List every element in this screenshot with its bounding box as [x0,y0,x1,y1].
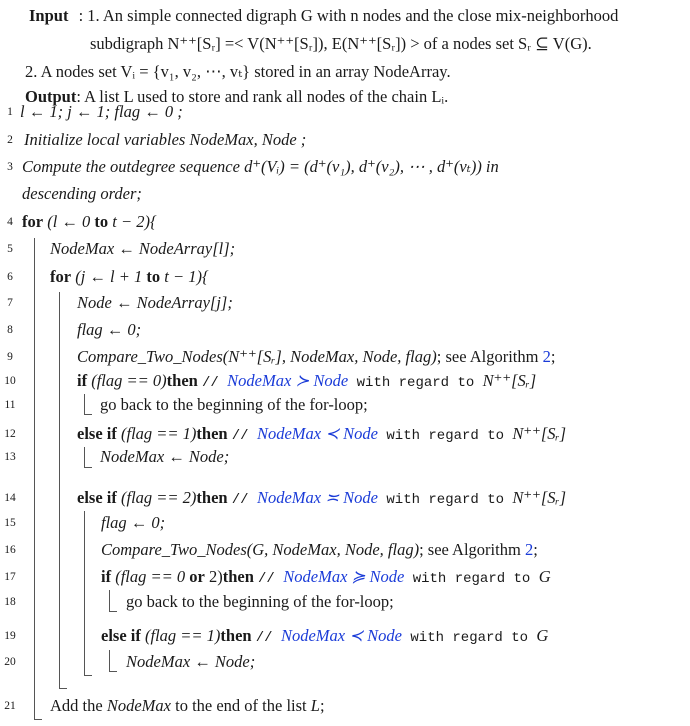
block-rule-inner-if-end [109,611,117,612]
input-row-1 [29,6,618,26]
comment-marker: // [258,571,284,587]
line-text: Initialize local variables NodeMax, Node ; [24,130,307,149]
line-text: t − 1){ [160,267,209,286]
comment-marker: // [201,375,228,391]
punct: ; [550,347,556,366]
variable: NodeMax [106,696,171,715]
input-item2: 2. A nodes set Vᵢ = {v₁, v₂, ⋯, vₜ} stored in an array NodeArray. [25,62,451,81]
algo-line-3-wrap: descending order; [22,184,142,203]
block-rule-if [84,394,85,415]
input-item1-line2: subdigraph N⁺⁺[Sᵣ] =< V(N⁺⁺[Sᵣ]), E(N⁺⁺[Sᵣ]) > of a nodes set Sᵣ ⊆ V(G). [90,34,592,53]
keyword-then: then [196,424,228,443]
function-call: Compare_Two_Nodes(N⁺⁺[Sᵣ], NodeMax, Node, flag) [77,347,437,366]
comment-target: N⁺⁺[Sᵣ] [512,488,566,507]
line-number: 15 [4,517,16,529]
line-text: flag ← 0; [77,320,142,339]
block-rule-elseif2-end [84,675,92,676]
line-text: Node ← NodeArray[j]; [77,293,233,312]
line-text: NodeMax ← NodeArray[l]; [50,239,236,258]
block-rule-elseif-end [84,467,92,468]
comment-relation: NodeMax ≽ Node [283,567,405,586]
keyword-or: or [189,567,205,586]
keyword-for: for [22,212,44,231]
punct: ; [533,540,538,559]
line-text: (j ← l + 1 [75,267,147,286]
input-label: Input [29,6,69,25]
keyword-else-if: else if [77,488,117,507]
line-number: 11 [4,399,16,411]
punct: ; [319,696,325,715]
line-text: ; see Algorithm [436,347,543,366]
keyword-to: to [146,267,161,286]
line-text: go back to the beginning of the for-loop; [126,592,394,611]
line-text: l ← 1; j ← 1; flag ← 0 ; [20,102,183,121]
line-number: 8 [7,324,13,336]
block-rule-inner-elseif [109,650,110,672]
block-rule-if-end [84,414,92,415]
comment-text: with regard to [378,492,513,508]
line-text: NodeMax ← Node; [100,447,230,466]
condition: (flag == 1) [120,424,197,443]
line-number: 13 [4,451,16,463]
block-rule-outer-end [34,719,42,720]
line-text: Compute the outdegree sequence d⁺(Vᵢ) = (d⁺(v₁), d⁺(v₂), ⋯ , d⁺(vₜ)) in [22,157,499,176]
comment-marker: // [255,630,281,646]
line-number: 10 [4,375,16,387]
keyword-if: if [77,371,88,390]
line-text: Add the [50,696,107,715]
line-number: 6 [7,271,13,283]
condition: (flag == 2) [120,488,197,507]
function-call: Compare_Two_Nodes(G, NodeMax, Node, flag) [101,540,420,559]
comment-target: G [538,567,551,586]
line-number: 12 [4,428,16,440]
line-number: 2 [7,134,13,146]
comment-relation: NodeMax ≺ Node [280,626,402,645]
algorithm-ref-link[interactable]: 2 [524,540,534,559]
comment-target: N⁺⁺[Sᵣ] [482,371,537,390]
block-rule-inner-elseif-end [109,671,117,672]
comment-relation: NodeMax ≻ Node [227,371,349,390]
line-text: flag ← 0; [101,513,166,532]
keyword-then: then [220,626,252,645]
line-text: NodeMax ← Node; [126,652,256,671]
line-number: 18 [4,596,16,608]
line-number: 19 [4,630,16,642]
keyword-then: then [166,371,198,390]
line-number: 16 [4,544,16,556]
block-rule-elseif [84,447,85,468]
keyword-else-if: else if [77,424,117,443]
block-rule-inner-for-end [59,688,67,689]
block-rule-inner-if [109,590,110,612]
algorithm-ref-link[interactable]: 2 [542,347,551,366]
comment-text: with regard to [348,375,483,391]
line-number: 9 [7,351,13,363]
line-text: t − 2){ [108,212,157,231]
line-number: 20 [4,656,16,668]
keyword-if: if [101,567,112,586]
keyword-else-if: else if [101,626,141,645]
line-number: 5 [7,243,13,255]
line-text: to the end of the list [170,696,311,715]
comment-relation: NodeMax ≍ Node [256,488,378,507]
comment-marker: // [231,428,257,444]
condition: 2) [204,567,223,586]
line-text: ; see Algorithm [419,540,525,559]
output-label: Output [25,87,77,106]
line-number: 7 [7,297,13,309]
line-number: 4 [7,216,13,228]
line-text: go back to the beginning of the for-loop; [100,395,368,414]
comment-target: G [536,626,549,645]
line-number: 3 [7,161,13,173]
keyword-for: for [50,267,72,286]
line-number: 17 [4,571,16,583]
keyword-then: then [222,567,254,586]
comment-relation: NodeMax ≺ Node [256,424,378,443]
keyword-then: then [196,488,228,507]
comment-target: N⁺⁺[Sᵣ] [512,424,566,443]
comment-text: with regard to [404,571,539,587]
block-rule-inner-for [59,292,60,688]
block-rule-elseif2 [84,511,85,676]
output-text: : A list L used to store and rank all nodes of the chain Lᵢ. [76,87,449,106]
block-rule-outer [34,238,35,720]
comment-text: with regard to [402,630,537,646]
comment-marker: // [231,492,257,508]
line-text: (l ← 0 [47,212,95,231]
condition: (flag == 0) [91,371,167,390]
condition: (flag == 0 [115,567,190,586]
variable: L [310,696,320,715]
condition: (flag == 1) [144,626,221,645]
line-number: 21 [4,700,16,712]
comment-text: with regard to [378,428,513,444]
keyword-to: to [94,212,109,231]
input-item1-line1: : 1. An simple connected digraph G with n nodes and the close mix-neighborhood [78,6,619,25]
line-number: 1 [7,106,13,118]
line-number: 14 [4,492,16,504]
